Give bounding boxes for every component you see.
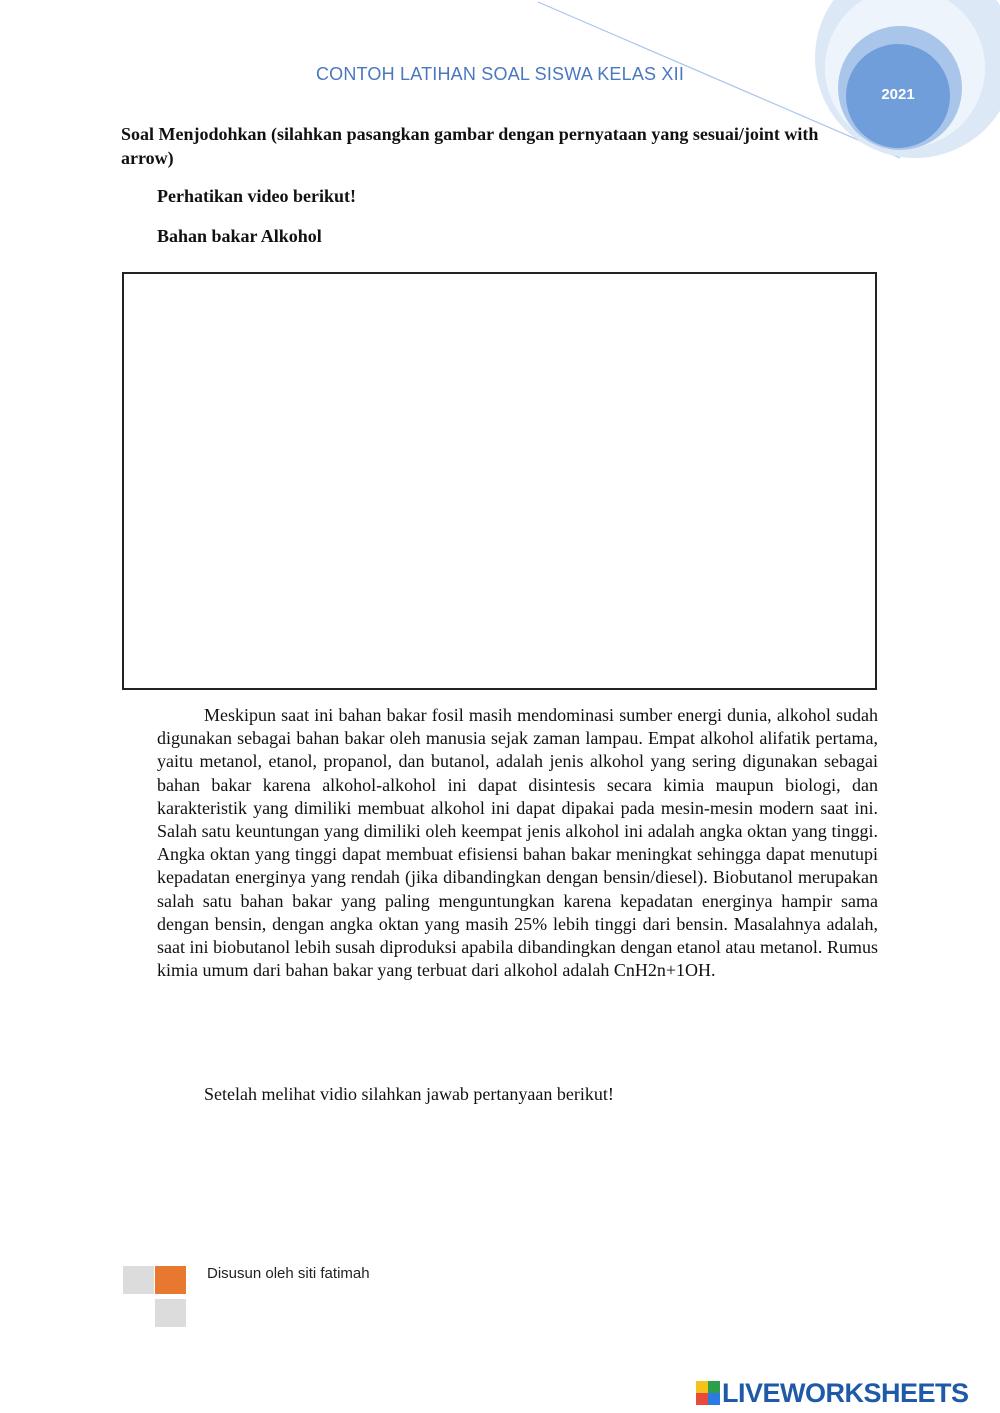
liveworksheets-icon xyxy=(696,1381,720,1405)
body-paragraph: Meskipun saat ini bahan bakar fosil masih mendominasi sumber energi dunia, alkohol sudah digunakan sebagai bahan bakar oleh manusia sejak zaman lampau. Empat alkohol alifatik pertama, yaitu metanol, etanol, propanol, dan butanol, adalah jenis alkohol yang sering digunakan sebagai bahan bakar karena alkohol-alkohol ini dapat disintesis secara kimia maupun biologi, dan karakteristik yang dimiliki membuat alkohol ini dapat dipakai pada mesin-mesin modern saat ini. Salah satu keuntungan yang dimiliki oleh keempat jenis alkohol ini adalah angka oktan yang tinggi. Angka oktan yang tinggi dapat membuat efisiensi bahan bakar meningkat sehingga dapat menutupi kepadatan energinya yang rendah (jika dibandingkan dengan bensin/diesel). Biobutanol merupakan salah satu bahan bakar yang paling menguntungkan karena kepadatan energinya hampir sama dengan bensin, dengan angka oktan yang masih 25% lebih tinggi dari bensin. Masalahnya adalah, saat ini biobutanol lebih susah diproduksi apabila dibandingkan dengan etanol atau metanol. Rumus kimia umum dari bahan bakar yang terbuat dari alkohol adalah CnH2n+1OH. xyxy=(157,705,878,981)
page-header-title: CONTOH LATIHAN SOAL SISWA KELAS XII xyxy=(315,64,685,84)
author-credit: Disusun oleh siti fatimah xyxy=(207,1265,370,1282)
video-placeholder[interactable] xyxy=(122,272,877,690)
footer-square-gray-left xyxy=(123,1266,154,1294)
brand-name: LIVEWORKSHEETS xyxy=(722,1377,969,1408)
footer-square-gray-bottom xyxy=(155,1299,186,1327)
instruction-heading: Soal Menjodohkan (silahkan pasangkan gambar dengan pernyataan yang sesuai/joint with arrow) xyxy=(121,124,819,168)
liveworksheets-logo[interactable] xyxy=(696,1376,969,1410)
section-title: Bahan bakar Alkohol xyxy=(157,226,322,246)
footer-square-orange xyxy=(155,1266,186,1294)
closing-instruction: Setelah melihat vidio silahkan jawab pertanyaan berikut! xyxy=(204,1084,614,1104)
year-badge: 2021 xyxy=(881,86,915,103)
video-prompt: Perhatikan video berikut! xyxy=(157,186,357,206)
